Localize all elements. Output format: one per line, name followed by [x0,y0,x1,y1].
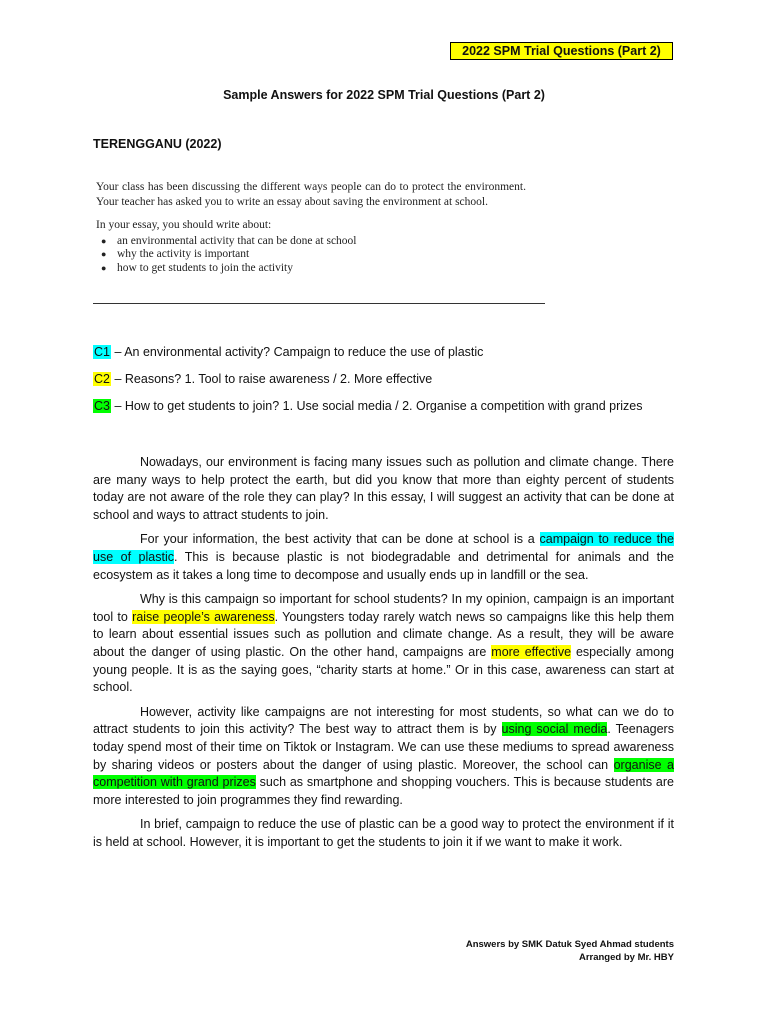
question-scan [93,180,545,305]
question-lead: In your essay, you should write about: [96,219,272,231]
criterion-text: – How to get students to join? 1. Use social media / 2. Organise a competition with grand prizes [110,399,643,413]
criterion-tag: C3 [94,399,110,413]
highlight-c2: more effective [491,644,572,659]
essay-paragraph: Nowadays, our environment is facing many issues such as pollution and climate change. There are many ways to help protect the earth, but did you know that more than eighty percent of students today are not aware of the role they can play? In this essay, I will suggest an activity that can be done at school and ways to attract students to join. [93,455,674,522]
text-run: especially among young people. It is as the saying goes, “charity starts at home.” Or in this case, awareness can start at school. [93,644,674,695]
footer-credits [466,938,674,964]
question-bullets [93,235,545,276]
essay-body [93,454,674,858]
essay-paragraph [93,591,674,697]
divider [93,303,545,304]
question-bullet [101,248,545,262]
criterion-text: – An environmental activity? Campaign to reduce the use of plastic [110,345,484,359]
text-run: Why is this campaign so important for school students? In my opinion, campaign is an important tool to [93,592,674,624]
page-title: Sample Answers for 2022 SPM Trial Questions (Part 2) [223,88,545,102]
essay-paragraph: In brief, campaign to reduce the use of plastic can be a good way to protect the environment if it is held at school. However, it is important to get the students to join it if we want to make it work. [93,817,674,849]
criterion-tag: C1 [94,345,110,359]
bullet-icon: ● [101,235,107,246]
text-run: . Youngsters today rarely watch news so campaigns like this help them to learn about essential issues such as pollution and climate change. As a result, they will be aware about the danger of using plastic. On the other hand, campaigns are [93,609,674,659]
essay-paragraph [93,704,674,810]
bullet-text: an environmental activity that can be done at school [117,234,357,247]
header-label: 2022 SPM Trial Questions (Part 2) [450,42,673,60]
text-run: For your information, the best activity that can be done at school is a [140,532,540,547]
question-bullet [101,235,545,249]
footer-line: Answers by SMK Datuk Syed Ahmad students [465,939,674,950]
essay-paragraph [93,531,674,584]
highlight-c2: raise people’s awareness [132,609,275,624]
question-intro: Your class has been discussing the different ways people can do to protect the environment. Your teacher has asked you to write an essay about saving the environment at school. [96,181,526,208]
section-heading: TERENGGANU (2022) [93,137,222,151]
criterion-text: – Reasons? 1. Tool to raise awareness / 2. More effective [110,372,433,386]
text-run: . This is because plastic is not biodegradable and detrimental for animals and the ecosystem as it takes a long time to decompose and usually ends up in landfill or the sea. [93,549,674,582]
question-bullet [101,262,545,276]
bullet-icon: ● [101,262,107,273]
highlight-c3: organise a competition with grand prizes [93,757,674,790]
criterion-tag: C2 [94,372,110,386]
text-run: . Teenagers today spend most of their time on Tiktok or Instagram. We can use these mediums to spread awareness by sharing videos or posters about the danger of using plastic. Moreover, the school can [93,722,674,772]
bullet-text: why the activity is important [117,248,250,260]
highlight-c1: campaign to reduce the use of plastic [93,532,675,564]
footer-line: Arranged by Mr. HBY [578,952,674,963]
bullet-icon: ● [101,249,107,259]
highlight-c3: using social media [501,722,608,737]
bullet-text: how to get students to join the activity [117,261,293,274]
criterion-c1 [93,345,483,359]
criterion-c2 [93,372,432,386]
text-run: such as smartphone and shopping vouchers. This is because students are more interested to join programmes they find rewarding. [93,775,674,807]
text-run: However, activity like campaigns are not interesting for most students, so what can we do to attract students to join this activity? The best way to attract them is by [93,704,674,737]
criterion-c3 [93,399,643,413]
